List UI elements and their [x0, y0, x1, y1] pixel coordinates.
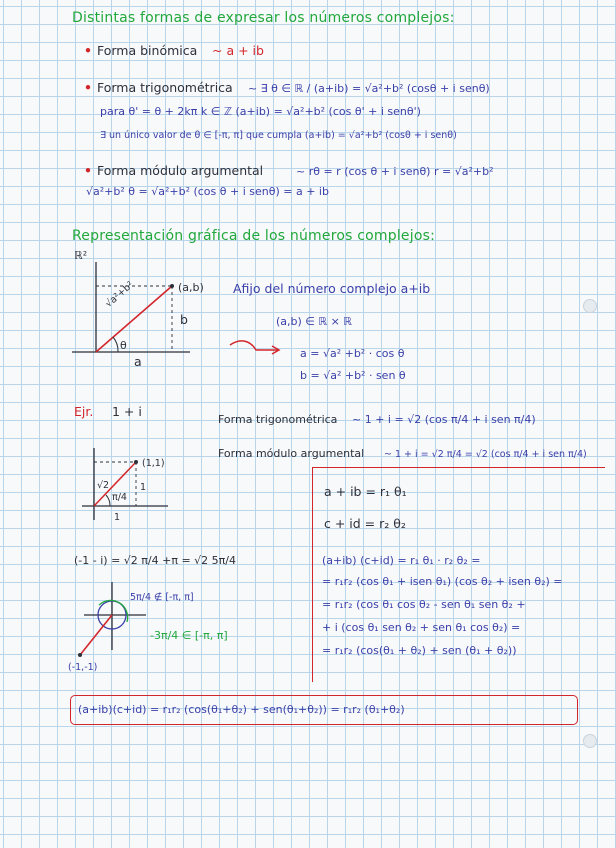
product-line4: = r₁r₂ (cos θ₁ + isen θ₁) (cos θ₂ + isen θ₂) =: [322, 575, 563, 588]
section-title-representacion: Representación gráfica de los números complejos:: [72, 228, 436, 244]
product-line5: = r₁r₂ (cos θ₁ cos θ₂ - sen θ₁ sen θ₂ +: [322, 598, 526, 611]
example-mod-label: Forma módulo argumental: [218, 447, 365, 460]
bullet: •: [84, 163, 92, 178]
product-line2: c + id = r₂ θ₂: [324, 516, 406, 531]
trig-line2: para θ' = θ + 2kπ k ∈ ℤ (a+ib) = √a²+b² (cos θ' + i senθ'): [100, 105, 421, 118]
product-line1: a + ib = r₁ θ₁: [324, 484, 407, 499]
binomica-expr: ~ a + ib: [212, 43, 264, 58]
b-label: b: [180, 312, 188, 327]
eq-b: b = √a² +b² · sen θ: [300, 369, 406, 382]
example2-note1: 5π/4 ∉ [-π, π]: [130, 592, 194, 603]
example-number: 1 + i: [112, 404, 142, 419]
trig-line1: ~ ∃ θ ∈ ℝ / (a+ib) = √a²+b² (cosθ + i senθ): [248, 82, 490, 95]
page-title: Distintas formas de expresar los números complejos:: [72, 10, 455, 26]
product-line3: (a+ib) (c+id) = r₁ θ₁ · r₂ θ₂ =: [322, 554, 481, 567]
ex-point-label: (1,1): [142, 458, 165, 469]
example-label: Ejr.: [74, 404, 94, 419]
ex-one-x: 1: [114, 512, 121, 523]
modarg-line1: ~ rθ = r (cos θ + i senθ) r = √a²+b²: [296, 165, 494, 178]
afijo-set: (a,b) ∈ ℝ × ℝ: [276, 315, 353, 328]
trig-label: Forma trigonométrica: [97, 80, 233, 95]
binomica-label: Forma binómica: [97, 43, 198, 58]
example-trig-label: Forma trigonométrica: [218, 413, 338, 426]
point-ab-label: (a,b): [178, 281, 204, 294]
example-trig-expr: ~ 1 + i = √2 (cos π/4 + i sen π/4): [352, 413, 536, 426]
result-formula: (a+ib)(c+id) = r₁r₂ (cos(θ₁+θ₂) + sen(θ₁+θ₂)) = r₁r₂ (θ₁+θ₂): [78, 703, 405, 716]
bullet: •: [84, 80, 92, 95]
example2-point: (-1,-1): [68, 662, 98, 673]
modarg-line2: √a²+b² θ = √a²+b² (cos θ + i senθ) = a + ib: [86, 185, 329, 198]
modarg-label: Forma módulo argumental: [97, 163, 264, 178]
example2-expr: (-1 - i) = √2 π/4 +π = √2 5π/4: [74, 554, 236, 567]
ex-one-y: 1: [140, 482, 147, 493]
hypotenuse-label: √a²+b²: [103, 279, 136, 310]
product-line7: = r₁r₂ (cos(θ₁ + θ₂) + sen (θ₁ + θ₂)): [322, 644, 517, 657]
bullet: •: [84, 43, 92, 58]
theta-label: θ: [120, 339, 127, 352]
eq-a: a = √a² +b² · cos θ: [300, 347, 405, 360]
plane-label: ℝ²: [74, 249, 88, 262]
example-mod-expr: ~ 1 + i = √2 π/4 = √2 (cos π/4 + i sen π/4): [384, 449, 587, 460]
ex-angle-label: π/4: [112, 492, 127, 503]
a-label: a: [134, 354, 142, 369]
product-line6: + i (cos θ₁ sen θ₂ + sen θ₁ cos θ₂) =: [322, 621, 521, 634]
example2-note2: -3π/4 ∈ [-π, π]: [150, 629, 228, 642]
afijo-text: Afijo del número complejo a+ib: [233, 281, 431, 296]
ex-hyp-label: √2: [97, 480, 110, 491]
trig-line3: ∃ un único valor de θ ∈ [-π, π] que cumpla (a+ib) = √a²+b² (cosθ + i senθ): [100, 130, 457, 141]
